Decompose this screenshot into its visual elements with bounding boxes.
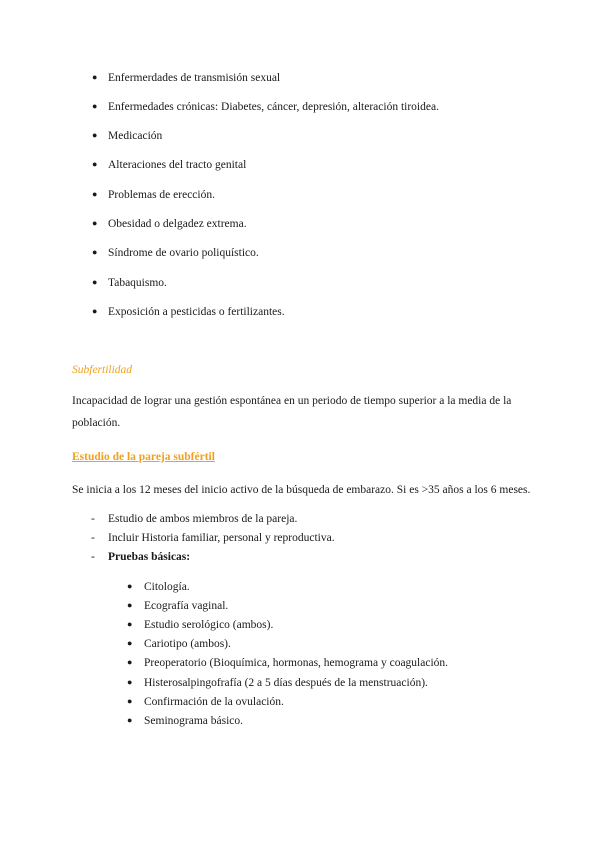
prueba-item: [127, 696, 284, 708]
list-item: [92, 72, 280, 84]
prueba-item: [127, 581, 190, 593]
list-item-text: Exposición a pesticidas o fertilizantes.: [108, 306, 285, 318]
bullet-icon: ●: [127, 619, 133, 629]
prueba-text: Citología.: [144, 581, 190, 593]
list-item-text: Enfermedades crónicas: Diabetes, cáncer, depresión, alteración tiroidea.: [108, 101, 439, 113]
prueba-text: Cariotipo (ambos).: [144, 638, 231, 650]
step-text: Estudio de ambos miembros de la pareja.: [108, 513, 298, 525]
list-item: [92, 247, 259, 259]
list-item: [92, 130, 162, 142]
dash-marker: -: [91, 513, 95, 525]
bullet-icon: ●: [92, 277, 98, 287]
bullet-icon: ●: [127, 677, 133, 687]
list-item: [92, 306, 285, 318]
bullet-icon: ●: [92, 130, 98, 140]
bullet-icon: ●: [92, 306, 98, 316]
prueba-text: Ecografía vaginal.: [144, 600, 229, 612]
step-item: [91, 532, 335, 544]
list-item: [92, 277, 167, 289]
list-item-text: Alteraciones del tracto genital: [108, 159, 247, 171]
step-item: [91, 551, 190, 563]
prueba-item: [127, 677, 428, 689]
prueba-item: [127, 657, 448, 669]
dash-marker: -: [91, 532, 95, 544]
list-item-text: Tabaquismo.: [108, 277, 167, 289]
prueba-text: Seminograma básico.: [144, 715, 244, 727]
list-item-text: Problemas de erección.: [108, 189, 215, 201]
dash-marker: -: [91, 551, 95, 563]
bullet-icon: ●: [92, 218, 98, 228]
prueba-item: [127, 638, 231, 650]
list-item: [92, 189, 215, 201]
prueba-item: [127, 600, 228, 612]
bullet-icon: ●: [92, 247, 98, 257]
bullet-icon: ●: [127, 581, 133, 591]
step-item: [91, 513, 297, 525]
prueba-text: Confirmación de la ovulación.: [144, 696, 284, 708]
prueba-text: Preoperatorio (Bioquímica, hormonas, hemograma y coagulación.: [144, 657, 449, 669]
list-item-text: Enfermerdades de transmisión sexual: [108, 72, 281, 84]
bullet-icon: ●: [127, 715, 133, 725]
list-item: [92, 159, 246, 171]
bullet-icon: ●: [92, 72, 98, 82]
list-item-text: Obesidad o delgadez extrema.: [108, 218, 247, 230]
estudio-heading: Estudio de la pareja subfértil: [72, 451, 215, 463]
prueba-text: Histerosalpingofrafía (2 a 5 días después de la menstruación).: [144, 677, 428, 689]
bullet-icon: ●: [92, 101, 98, 111]
bullet-icon: ●: [127, 657, 133, 667]
list-item-text: Síndrome de ovario poliquístico.: [108, 247, 259, 259]
bullet-icon: ●: [127, 696, 133, 706]
step-text: Pruebas básicas:: [108, 551, 191, 563]
bullet-icon: ●: [92, 159, 98, 169]
subfertilidad-heading: Subfertilidad: [72, 364, 133, 376]
bullet-icon: ●: [127, 600, 133, 610]
bullet-icon: ●: [92, 189, 98, 199]
estudio-intro: Se inicia a los 12 meses del inicio activo de la búsqueda de embarazo. Si es >35 años a los 6 meses.: [72, 484, 531, 496]
prueba-item: [127, 715, 243, 727]
bullet-icon: ●: [127, 638, 133, 648]
prueba-text: Estudio serológico (ambos).: [144, 619, 274, 631]
subfertilidad-definition: Incapacidad de lograr una gestión espontánea en un periodo de tiempo superior a la media de la población.: [72, 395, 512, 429]
prueba-item: [127, 619, 273, 631]
list-item: [92, 101, 439, 113]
list-item-text: Medicación: [108, 130, 163, 142]
step-text: Incluir Historia familiar, personal y reproductiva.: [108, 532, 335, 544]
list-item: [92, 218, 247, 230]
